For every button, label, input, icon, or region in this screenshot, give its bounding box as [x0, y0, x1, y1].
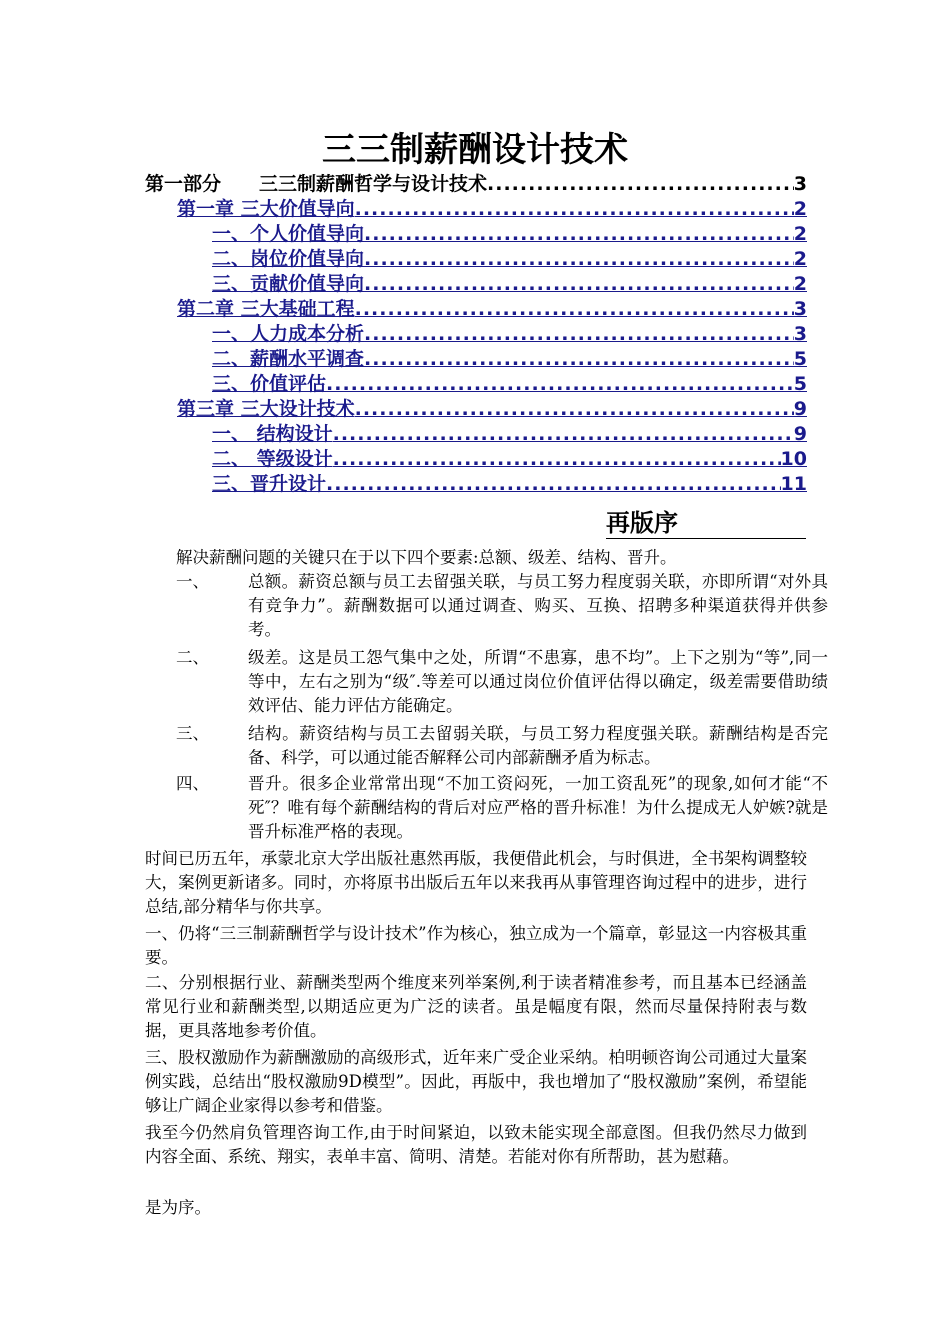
toc-entry-label: 第二章 三大基础工程	[177, 298, 355, 320]
toc-entry-section-2-1[interactable]	[212, 322, 807, 347]
toc-entry-page: 3	[793, 323, 807, 345]
preface-title: 再版序	[606, 508, 806, 539]
toc-entry-page: 2	[793, 198, 807, 220]
preface-paragraph-3: 二、分别根据行业、薪酬类型两个维度来列举案例,利于读者精准参考，而且基本已经涵盖常见行业和薪酬类型,以期适应更为广泛的读者。虽是幅度有限，然而尽量保持附表与数据，更具落地参考价值。	[145, 973, 807, 1040]
toc-entry-label: 二、岗位价值导向	[212, 248, 365, 270]
toc-entry-page: 11	[780, 473, 807, 495]
preface-paragraph-4: 三、股权激励作为薪酬激励的高级形式，近年来广受企业采纳。柏明顿咨询公司通过大量案例实践，总结出“股权激励9D模型”。因此，再版中，我也增加了“股权激励”案例，希望能够让广阔企业家得以参考和借鉴。	[145, 1048, 807, 1115]
toc-entry-section-3-3[interactable]	[212, 472, 807, 497]
toc-leader-dots	[326, 472, 781, 497]
toc-entry-section-3-2[interactable]	[212, 447, 807, 472]
toc-leader-dots	[326, 372, 794, 397]
toc-entry-part-1[interactable]	[145, 172, 807, 197]
toc-entry-page: 2	[793, 273, 807, 295]
toc-entry-section-1-3[interactable]	[212, 272, 807, 297]
toc-entry-section-3-1[interactable]	[212, 422, 807, 447]
item-text: 级差。这是员工怨气集中之处，所谓“不患寡，患不均”。上下之别为“等”,同一等中，左右之别为“级″.等差可以通过岗位价值评估得以确定，级差需要借助绩效评估、能力评估方能确定。	[248, 648, 828, 715]
preface-intro: 解决薪酬问题的关键只在于以下四个要素:总额、级差、结构、晋升。	[176, 548, 677, 567]
toc-entry-section-2-2[interactable]	[212, 347, 807, 372]
toc-leader-dots	[333, 422, 794, 447]
toc-leader-dots	[364, 222, 794, 247]
toc-entry-page: 5	[793, 348, 807, 370]
toc-entry-page: 9	[793, 398, 807, 420]
toc-entry-label: 一、个人价值导向	[212, 223, 365, 245]
toc-leader-dots	[487, 172, 794, 197]
toc-entry-page: 3	[793, 298, 807, 320]
toc-entry-chapter-2[interactable]	[177, 297, 807, 322]
item-text: 晋升。很多企业常常出现“不加工资闷死，一加工资乱死”的现象,如何才能“不死″？唯有每个薪酬结构的背后对应严格的晋升标准！为什么提成无人妒嫉?就是晋升标准严格的表现。	[248, 774, 828, 841]
preface-paragraph-1: 时间已历五年，承蒙北京大学出版社惠然再版，我便借此机会，与时俱进，全书架构调整较大，案例更新诸多。同时，亦将原书出版后五年以来我再从事管理咨询过程中的进步，进行总结,部分精华与你共享。	[145, 849, 807, 916]
toc-entry-section-2-3[interactable]	[212, 372, 807, 397]
item-text: 结构。薪资结构与员工去留弱关联，与员工努力程度强关联。薪酬结构是否完备、科学，可以通过能否解释公司内部薪酬矛盾为标志。	[248, 724, 828, 767]
document-title: 三三制薪酬设计技术	[322, 130, 628, 170]
toc-entry-label: 第三章 三大设计技术	[177, 398, 355, 420]
preface-paragraph-2: 一、仍将“三三制薪酬哲学与设计技术”作为核心，独立成为一个篇章，彰显这一内容极其重要。	[145, 924, 807, 967]
toc-leader-dots	[355, 197, 794, 222]
toc-entry-label: 三、晋升设计	[212, 473, 327, 495]
toc-leader-dots	[364, 322, 794, 347]
toc-entry-section-1-1[interactable]	[212, 222, 807, 247]
preface-closing: 是为序。	[145, 1198, 211, 1217]
toc-entry-page: 2	[793, 248, 807, 270]
toc-entry-label: 三、价值评估	[212, 373, 327, 395]
toc-leader-dots	[364, 347, 794, 372]
toc-leader-dots	[364, 272, 794, 297]
preface-paragraph-5: 我至今仍然肩负管理咨询工作,由于时间紧迫，以致未能实现全部意图。但我仍然尽力做到内容全面、系统、翔实，表单丰富、简明、清楚。若能对你有所帮助，甚为慰藉。	[145, 1123, 807, 1166]
item-number: 四、	[176, 774, 209, 793]
toc-entry-label: 第一章 三大价值导向	[177, 198, 355, 220]
toc-entry-page: 5	[793, 373, 807, 395]
item-number: 三、	[176, 724, 209, 743]
toc-entry-section-1-2[interactable]	[212, 247, 807, 272]
toc-entry-label: 二、 等级设计	[212, 448, 333, 470]
toc-entry-label: 一、 结构设计	[212, 423, 333, 445]
toc-leader-dots	[364, 247, 794, 272]
toc-leader-dots	[355, 397, 794, 422]
toc-entry-page: 2	[793, 223, 807, 245]
item-text: 总额。薪资总额与员工去留强关联，与员工努力程度弱关联，亦即所谓“对外具有竞争力”。薪酬数据可以通过调查、购买、互换、招聘多种渠道获得并供参考。	[248, 572, 828, 639]
toc-entry-chapter-1[interactable]	[177, 197, 807, 222]
toc-entry-label: 二、薪酬水平调查	[212, 348, 365, 370]
toc-leader-dots	[333, 447, 781, 472]
toc-entry-label: 三、贡献价值导向	[212, 273, 365, 295]
toc-entry-label: 第一部分 三三制薪酬哲学与设计技术	[145, 173, 488, 195]
toc-entry-page: 10	[780, 448, 807, 470]
toc-entry-page: 3	[793, 173, 807, 195]
toc-entry-page: 9	[793, 423, 807, 445]
toc-entry-label: 一、人力成本分析	[212, 323, 365, 345]
toc-entry-chapter-3[interactable]	[177, 397, 807, 422]
item-number: 二、	[176, 648, 209, 667]
item-number: 一、	[176, 572, 209, 591]
toc-leader-dots	[355, 297, 794, 322]
